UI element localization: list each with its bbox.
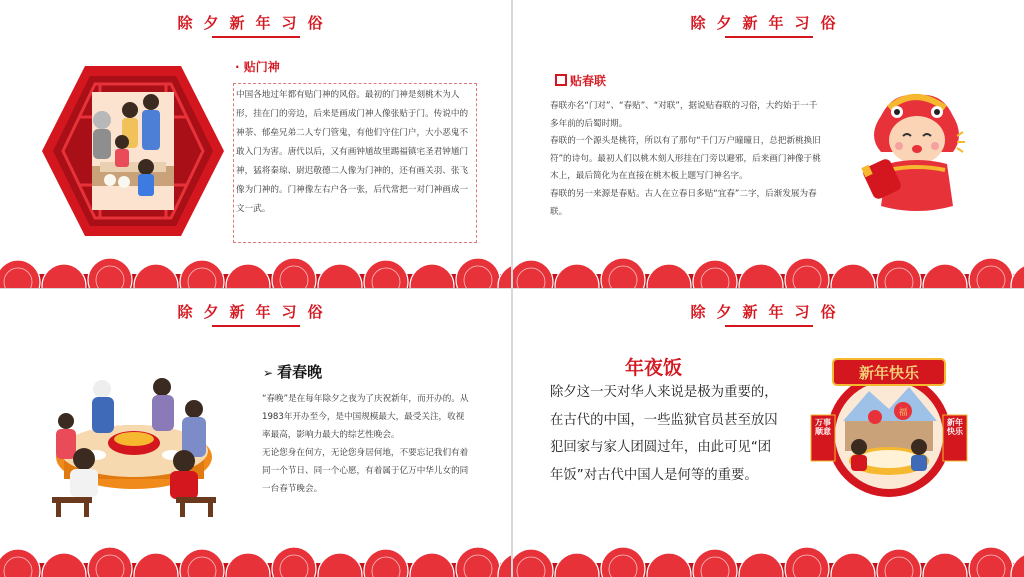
- slide-spring-couplets[interactable]: [513, 0, 1024, 288]
- left-couplet: 万事顺意: [815, 418, 831, 436]
- wave-border: [0, 541, 511, 577]
- slide-title: 除夕新年习俗: [690, 303, 847, 321]
- section-heading: · 贴门神: [235, 60, 280, 74]
- title-underline: [725, 36, 813, 38]
- slide-door-gods[interactable]: [0, 0, 511, 288]
- family-dinner-table-illustration: [44, 359, 224, 519]
- section-heading: 贴春联: [555, 72, 606, 89]
- slide-title: 除夕新年习俗: [177, 14, 334, 32]
- slide-reunion-dinner[interactable]: [513, 289, 1024, 577]
- body-text: 除夕这一天对华人来说是极为重要的，在古代的中国，一些监狱官员甚至放囚犯回家与家人团圆过年，由此可见“团年饭”对古代中国人是何等的重要。: [550, 385, 778, 483]
- right-couplet: 新年快乐: [947, 418, 963, 436]
- slide-title: 除夕新年习俗: [177, 303, 334, 321]
- title-underline: [212, 325, 300, 327]
- slide-title: 除夕新年习俗: [690, 14, 847, 32]
- paragraph: “春晚”是在每年除夕之夜为了庆祝新年，而开办的。从1983年开办至今，是中国规模最大，最受关注，收视率最高，影响力最大的综艺性晚会。: [262, 394, 469, 440]
- paragraph: 中国各地过年都有贴门神的风俗。最初的门神是刻桃木为人形，挂在门的旁边，后来是画成门神人像张贴于门。传说中的神荼、郁垒兄弟二人专门管鬼，有他们守住门户，大小恶鬼不敢入门为害。唐代以后，又有画钟馗故里踢福镇宅圣君钟馗门神，猛将秦琼、尉迟敬德二人像为门神的，还有画关羽、张飞像为门神的。门神像左右户各一张，后代常把一对门神画成一文一武。: [236, 90, 469, 214]
- body-text: [550, 98, 824, 221]
- paragraph: 春联亦名“门对”、“春贴”、“对联”，据说贴春联的习俗，大约始于一千多年前的后蜀时期。: [550, 101, 818, 129]
- wave-border: [513, 541, 1024, 577]
- paragraph: 无论您身在何方，无论您身居何地，不要忘记我们有着同一个节日、同一个心愿，有着属于亿万中华儿女的同一台春节晚会。: [262, 448, 469, 494]
- title-underline: [212, 36, 300, 38]
- paragraph: 春联的一个源头是桃符，所以有了那句“千门万户曈曈日，总把新桃换旧符”的诗句。最初人们以桃木刻人形挂在门旁以避邪，后来画门神像于桃木上，最后简化为在直接在桃木板上题写门神名字。: [550, 136, 821, 182]
- lion-costume-child-illustration: [853, 86, 978, 216]
- body-text: [262, 390, 470, 498]
- title-underline: [725, 325, 813, 327]
- horizontal-divider: [0, 288, 1024, 289]
- banner-text: 新年快乐: [858, 364, 920, 382]
- wave-border: [513, 252, 1024, 288]
- paragraph: 春联的另一来源是春贴。古人在立春日多贴“宜春”二字，后渐发展为春联。: [550, 188, 817, 217]
- wave-border: [0, 252, 511, 288]
- section-heading: 年夜饭: [625, 357, 683, 379]
- square-bullet-icon: [555, 74, 567, 86]
- slide-spring-gala[interactable]: [0, 289, 511, 577]
- hexagon-family-illustration: [40, 62, 226, 240]
- arrow-bullet-icon: ➢: [263, 366, 274, 380]
- body-text: [236, 86, 476, 219]
- lantern-fu-text: 福: [898, 408, 908, 418]
- section-heading: ➢ 看春晚: [263, 363, 323, 381]
